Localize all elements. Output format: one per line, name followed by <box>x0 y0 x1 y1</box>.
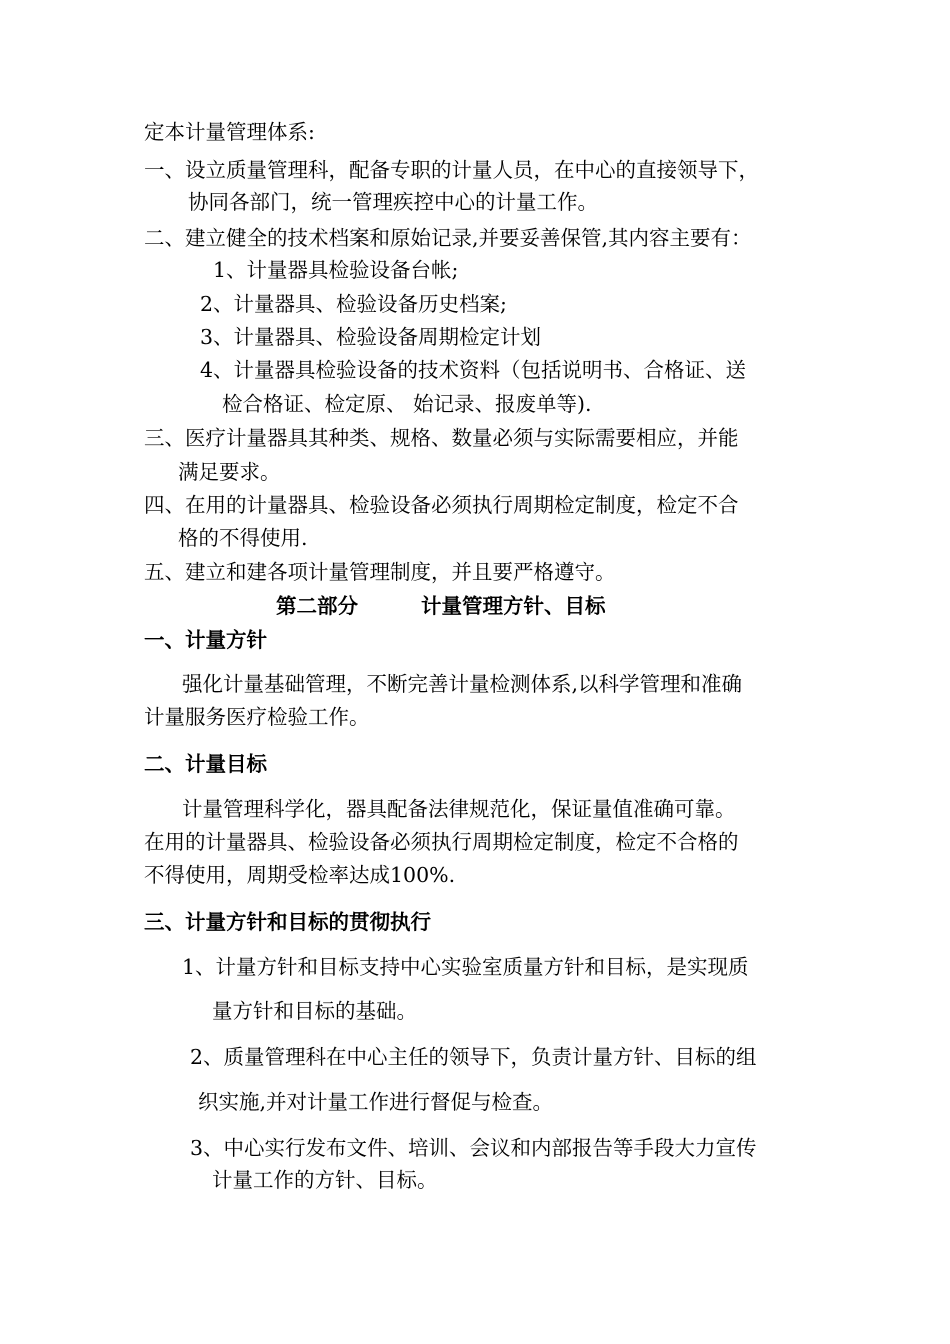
section3-item-1-line-2: 量方针和目标的基础。 <box>212 999 417 1023</box>
section3-item-2-line-1: 2、质量管理科在中心主任的领导下，负责计量方针、目标的组 <box>190 1045 757 1069</box>
section1-p2: 计量服务医疗检验工作。 <box>144 705 370 729</box>
section3-item-2-line-2: 织实施,并对计量工作进行督促与检查。 <box>198 1090 554 1114</box>
subitem-2: 2、计量器具、检验设备历史档案; <box>200 292 507 316</box>
subitem-1: 1、计量器具检验设备台帐; <box>213 258 459 282</box>
section3-item-3-line-1: 3、中心实行发布文件、培训、会议和内部报告等手段大力宣传 <box>190 1136 757 1160</box>
item-4-line-2: 格的不得使用. <box>178 526 308 550</box>
section2-p1: 计量管理科学化，器具配备法律规范化，保证量值准确可靠。 <box>182 797 736 821</box>
part2-title-name: 计量管理方针、目标 <box>421 594 606 618</box>
intro-line: 定本计量管理体系: <box>144 120 315 144</box>
subitem-4-line-2: 检合格证、检定原、 始记录、报废单等). <box>222 392 592 416</box>
item-1-line-1: 一、设立质量管理科，配备专职的计量人员，在中心的直接领导下， <box>144 158 759 182</box>
section2-p2: 在用的计量器具、检验设备必须执行周期检定制度，检定不合格的 <box>144 830 739 854</box>
section1-heading: 一、计量方针 <box>144 628 267 652</box>
section2-p3: 不得使用，周期受检率达成100%. <box>144 863 456 887</box>
item-1-line-2: 协同各部门，统一管理疾控中心的计量工作。 <box>188 190 598 214</box>
section3-item-3-line-2: 计量工作的方针、目标。 <box>212 1168 438 1192</box>
section1-p1: 强化计量基础管理，不断完善计量检测体系,以科学管理和准确 <box>182 672 743 696</box>
section2-heading: 二、计量目标 <box>144 752 267 776</box>
section3-heading: 三、计量方针和目标的贯彻执行 <box>144 910 431 934</box>
item-3-line-2: 满足要求。 <box>178 460 281 484</box>
item-3-line-1: 三、医疗计量器具其种类、规格、数量必须与实际需要相应，并能 <box>144 426 739 450</box>
subitem-3: 3、计量器具、检验设备周期检定计划 <box>200 325 542 349</box>
subitem-4-line-1: 4、计量器具检验设备的技术资料（包括说明书、合格证、送 <box>200 358 747 382</box>
section3-item-1-line-1: 1、计量方针和目标支持中心实验室质量方针和目标，是实现质 <box>182 955 749 979</box>
item-2-line-1: 二、建立健全的技术档案和原始记录,并要妥善保管,其内容主要有： <box>144 226 752 250</box>
item-4-line-1: 四、在用的计量器具、检验设备必须执行周期检定制度，检定不合 <box>144 493 739 517</box>
item-5-line-1: 五、建立和建各项计量管理制度，并且要严格遵守。 <box>144 560 616 584</box>
part2-title-part: 第二部分 <box>276 594 358 618</box>
